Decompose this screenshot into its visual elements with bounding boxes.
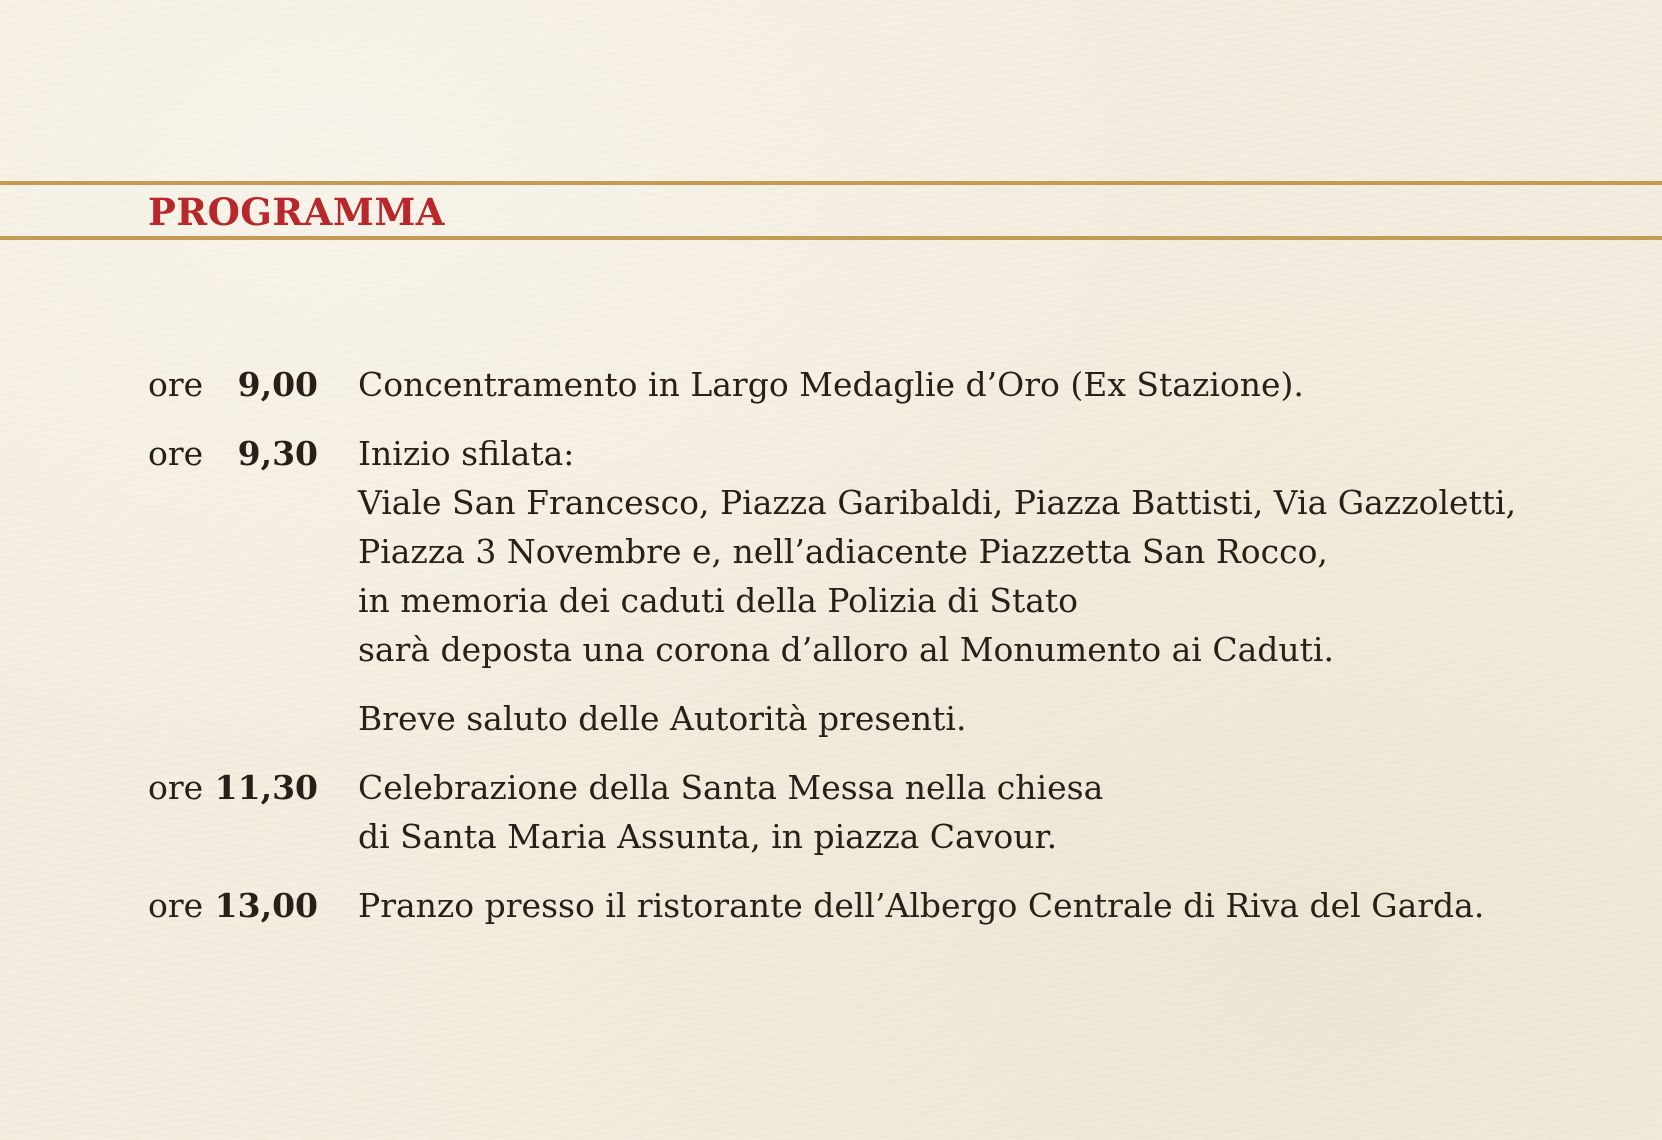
entry-text-line: Viale San Francesco, Piazza Garibaldi, Piazza Battisti, Via Gazzoletti,: [358, 483, 1517, 522]
bottom-divider-line: [0, 236, 1662, 240]
time-prefix: ore: [148, 886, 204, 925]
entry-text-line: Concentramento in Largo Medaglie d’Oro (Ex Stazione).: [358, 365, 1304, 404]
page-title: PROGRAMMA: [148, 190, 445, 234]
time-value: 13,00: [214, 886, 318, 925]
entry-text-line: Celebrazione della Santa Messa nella chiesa: [358, 768, 1104, 807]
schedule-entry: [148, 881, 1568, 930]
time-value: 9,00: [237, 365, 318, 404]
time-value: 9,30: [237, 434, 318, 473]
time-prefix: ore: [148, 365, 204, 404]
entry-text-line: Pranzo presso il ristorante dell’Albergo Centrale di Riva del Garda.: [358, 886, 1485, 925]
entry-text-line: Piazza 3 Novembre e, nell’adiacente Piazzetta San Rocco,: [358, 532, 1328, 571]
schedule-list: [148, 360, 1568, 930]
entry-text-line: Inizio sfilata:: [358, 434, 575, 473]
top-divider-line: [0, 181, 1662, 185]
entry-time: [148, 360, 318, 409]
entry-text-line: Breve saluto delle Autorità presenti.: [358, 699, 967, 738]
schedule-entry: [148, 429, 1568, 674]
time-prefix: ore: [148, 434, 204, 473]
time-prefix: ore: [148, 768, 204, 807]
entry-time: [148, 763, 318, 812]
schedule-entry: [148, 763, 1568, 861]
entry-time: [148, 429, 318, 478]
time-value: 11,30: [214, 768, 318, 807]
entry-text-line: sarà deposta una corona d’alloro al Monumento ai Caduti.: [358, 630, 1334, 669]
entry-text-line: di Santa Maria Assunta, in piazza Cavour.: [358, 817, 1058, 856]
entry-text-line: in memoria dei caduti della Polizia di Stato: [358, 581, 1079, 620]
schedule-entry: [148, 694, 1568, 743]
entry-time: [148, 881, 318, 930]
schedule-entry: [148, 360, 1568, 409]
